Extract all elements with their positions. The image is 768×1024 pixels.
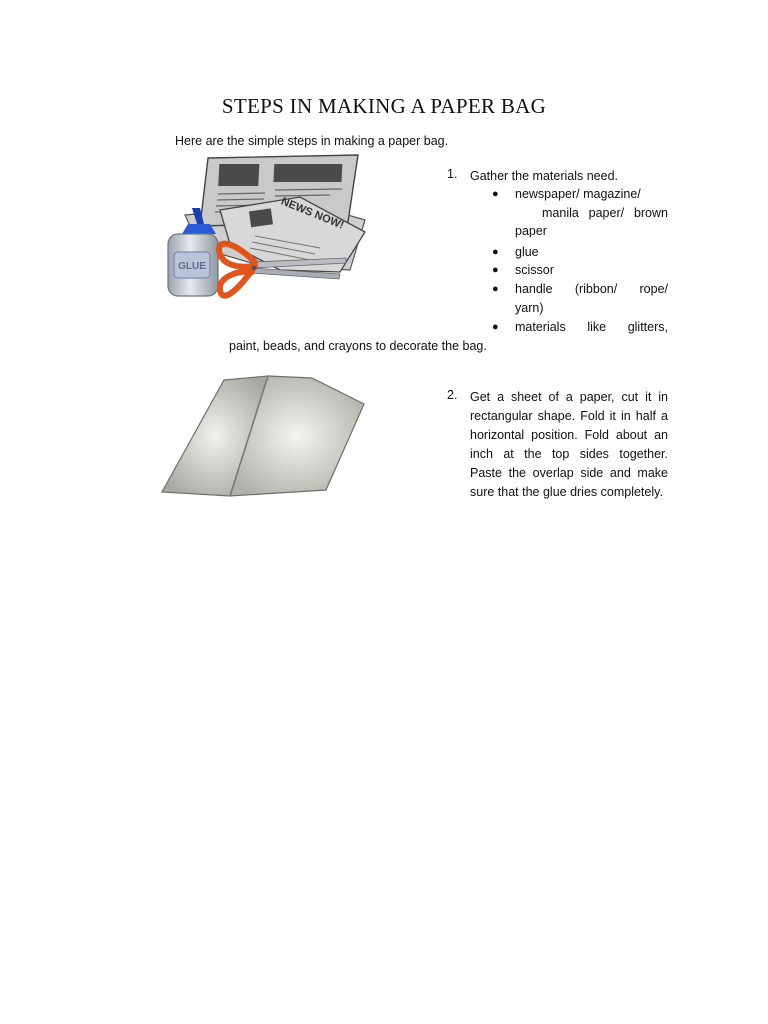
- material-paper-line-2: manila paper/ brown: [542, 206, 668, 220]
- bullet-marker: ●: [492, 188, 499, 200]
- material-scissor: scissor: [515, 263, 554, 277]
- bullet-marker: ●: [492, 321, 499, 333]
- material-extras-line-1: materials like glitters,: [515, 320, 668, 334]
- material-handle-line-1: handle (ribbon/ rope/: [515, 282, 668, 296]
- step-2-line: sure that the glue dries completely.: [470, 485, 663, 499]
- step-2-line: Get a sheet of a paper, cut it in: [470, 390, 668, 404]
- material-extras-line-2: paint, beads, and crayons to decorate the bag.: [229, 339, 487, 353]
- material-paper-line-3: paper: [515, 224, 547, 238]
- folded-paper-illustration: [158, 372, 368, 500]
- step-1-number: 1.: [447, 167, 458, 181]
- bullet-marker: ●: [492, 246, 499, 258]
- intro-text: Here are the simple steps in making a paper bag.: [175, 134, 449, 148]
- step-2-line: Paste the overlap side and make: [470, 466, 668, 480]
- step-2-number: 2.: [447, 388, 458, 402]
- glue-label: GLUE: [178, 261, 206, 272]
- step-2-text: [470, 388, 668, 502]
- bullet-marker: ●: [492, 264, 499, 276]
- material-glue: glue: [515, 245, 539, 259]
- page-title: STEPS IN MAKING A PAPER BAG: [221, 94, 547, 118]
- step-2-line: rectangular shape. Fold it in half a: [470, 409, 668, 423]
- step-2-line: horizontal position. Fold about an: [470, 428, 668, 442]
- step-2-line: inch at the top sides together.: [470, 447, 668, 461]
- materials-illustration: [160, 152, 370, 302]
- material-handle-line-2: yarn): [515, 301, 544, 315]
- step-1-text: Gather the materials need.: [470, 169, 618, 183]
- bullet-marker: ●: [492, 283, 499, 295]
- newspaper-headline: NEWS NOW!: [279, 195, 346, 232]
- material-paper-line-1: newspaper/ magazine/: [515, 187, 641, 201]
